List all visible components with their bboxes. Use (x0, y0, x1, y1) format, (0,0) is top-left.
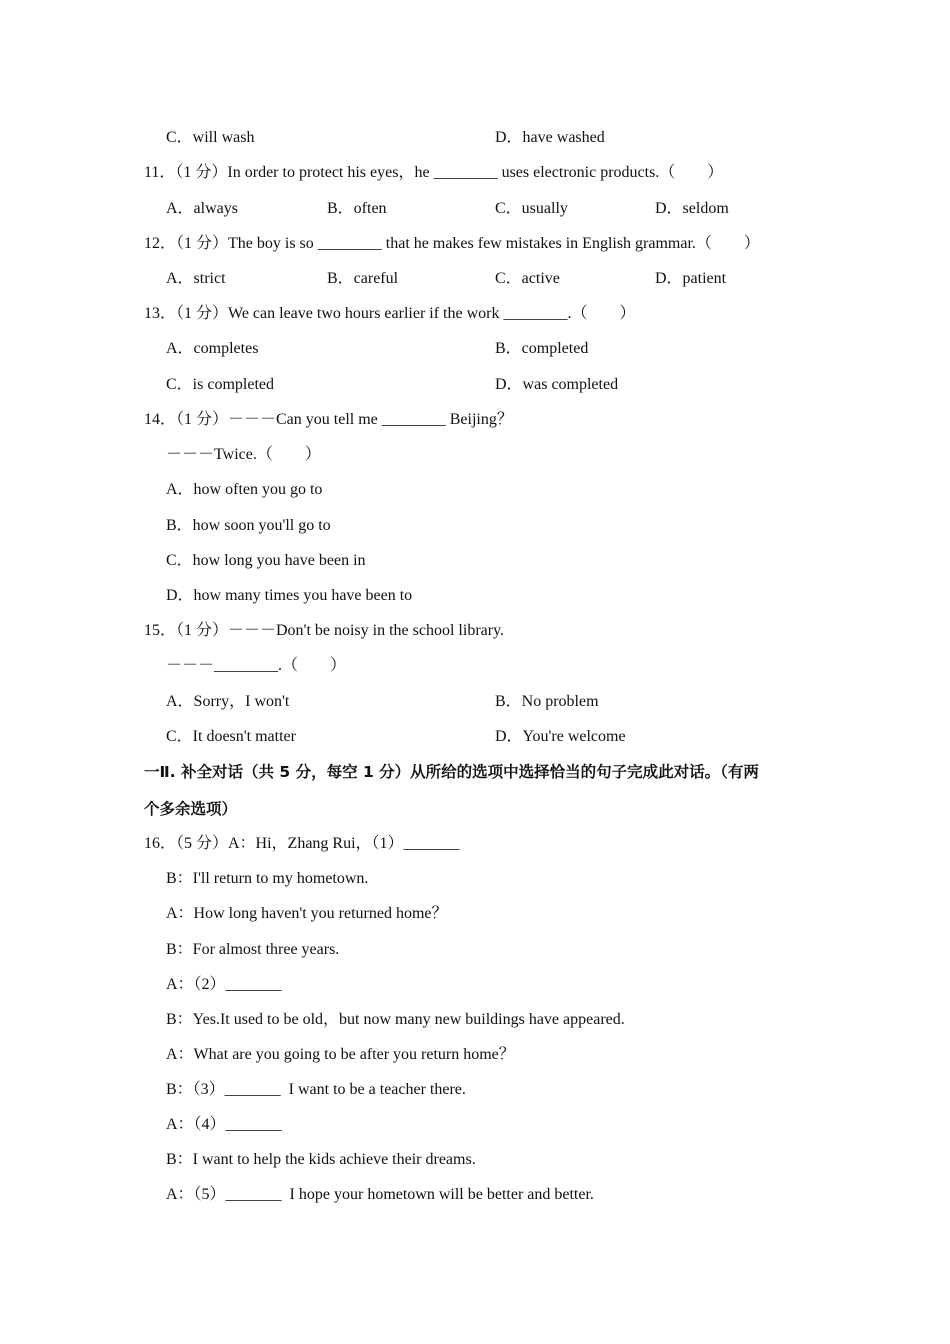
q14-option-d: D．how many times you have been to (166, 587, 413, 604)
q13-option-d: D．was completed (495, 376, 619, 393)
q12-option-a: A．strict (166, 270, 226, 287)
q13-stem: 13．（1 分）We can leave two hours earlier if the work ________.（ ） (144, 305, 636, 322)
dialogue-line: B：For almost three years. (166, 941, 340, 958)
q12-stem: 12．（1 分）The boy is so ________ that he makes few mistakes in English grammar.（ ） (144, 235, 760, 252)
q11-stem: 11．（1 分）In order to protect his eyes，he ________ uses electronic products.（ ） (144, 164, 724, 181)
section-heading-line1: 一Ⅱ. 补全对话（共 5 分，每空 1 分）从所给的选项中选择恰当的句子完成此对话。（有两 (144, 763, 759, 781)
q14-option-b: B．how soon you'll go to (166, 517, 331, 534)
q13-option-c: C．is completed (166, 376, 274, 393)
dialogue-line: A：（4）_______ (166, 1116, 282, 1133)
dialogue-line: A：（5）_______ I hope your hometown will be better and better. (166, 1186, 594, 1203)
dialogue-line: B：I'll return to my hometown. (166, 870, 369, 887)
q13-option-b: B．completed (495, 340, 589, 357)
q14-stem: 14．（1 分）－－－Can you tell me ________ Beijing？ (144, 411, 513, 428)
dialogue-line: B：（3）_______ I want to be a teacher there. (166, 1081, 466, 1098)
q14-option-a: A．how often you go to (166, 481, 323, 498)
q11-option-a: A．always (166, 200, 238, 217)
dialogue-line: A：What are you going to be after you return home？ (166, 1046, 515, 1063)
dialogue-line: A：How long haven't you returned home？ (166, 905, 448, 922)
q15-option-c: C．It doesn't matter (166, 728, 296, 745)
dialogue-line: B：I want to help the kids achieve their dreams. (166, 1151, 476, 1168)
q11-option-d: D．seldom (655, 200, 729, 217)
q11-option-b: B．often (327, 200, 387, 217)
q12-option-c: C．active (495, 270, 560, 287)
q11-option-c: C．usually (495, 200, 568, 217)
q15-option-a: A．Sorry，I won't (166, 693, 290, 710)
q12-option-d: D．patient (655, 270, 727, 287)
q15-reply: －－－________.（ ） (166, 657, 347, 674)
q12-option-b: B．careful (327, 270, 399, 287)
dialogue-line: A：（2）_______ (166, 976, 282, 993)
section-heading-line2: 个多余选项） (144, 800, 238, 818)
q15-option-b: B．No problem (495, 693, 599, 710)
q14-option-c: C．how long you have been in (166, 552, 366, 569)
q13-option-a: A．completes (166, 340, 259, 357)
q10-option-c: C．will wash (166, 129, 255, 146)
q10-option-d: D．have washed (495, 129, 605, 146)
q16-stem: 16．（5 分）A：Hi，Zhang Rui，（1）_______ (144, 835, 460, 852)
q15-stem: 15．（1 分）－－－Don't be noisy in the school library. (144, 622, 505, 639)
q15-option-d: D．You're welcome (495, 728, 626, 745)
dialogue-line: B：Yes.It used to be old，but now many new buildings have appeared. (166, 1011, 625, 1028)
q14-reply: －－－Twice.（ ） (166, 446, 321, 463)
